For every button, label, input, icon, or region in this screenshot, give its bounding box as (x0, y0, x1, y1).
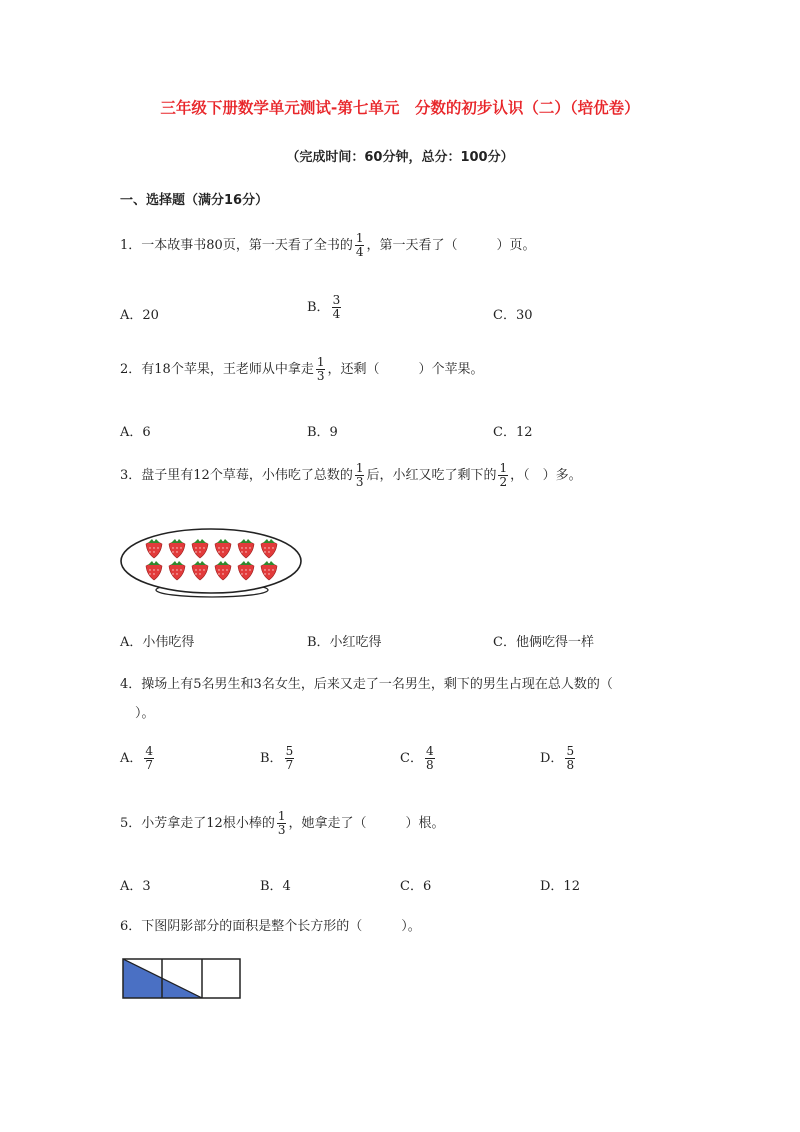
option-3c[interactable]: C．他俩吃得一样 (493, 635, 594, 650)
question-4-line-1: 4．操场上有5名男生和3名女生，后来又走了一名男生，剩下的男生占现在总人数的（ (120, 677, 613, 692)
question-2 (120, 356, 483, 383)
question-6: 6．下图阴影部分的面积是整个长方形的（ ）。 (120, 919, 421, 934)
question-2-text-end: ，还剩（ ）个苹果。 (327, 362, 484, 377)
question-3-fraction: $\frac{1}{3}$ (355, 461, 364, 489)
shaded-rectangle-figure (122, 958, 242, 1000)
section-heading: 一、选择题（满分16分） (120, 193, 269, 208)
question-2-text: 2．有18个苹果，王老师从中拿走 (120, 362, 314, 377)
question-3-fraction-2: $\frac{1}{2}$ (499, 461, 508, 489)
question-5-text: 5．小芳拿走了12根小棒的 (120, 816, 275, 831)
question-3-text-end: ，（ ）多。 (510, 468, 582, 483)
option-4c[interactable]: C． $\frac{4}{8}$ (400, 744, 434, 772)
question-1 (120, 232, 535, 259)
page-title: 三年级下册数学单元测试-第七单元 分数的初步认识（二）（培优卷） (160, 99, 640, 117)
question-2-fraction: $\frac{1}{3}$ (316, 355, 325, 383)
question-5-fraction: $\frac{1}{3}$ (277, 809, 286, 837)
page-subtitle: （完成时间：60分钟，总分：100分） (286, 150, 514, 165)
option-4a[interactable]: A． $\frac{4}{7}$ (120, 744, 154, 772)
plate-illustration (118, 524, 308, 604)
option-3a[interactable]: A．小伟吃得 (120, 635, 195, 650)
option-3b[interactable]: B．小红吃得 (307, 635, 382, 650)
option-5a[interactable]: A．3 (120, 879, 151, 894)
question-1-text: 1．一本故事书80页，第一天看了全书的 (120, 238, 353, 253)
question-4-line-2: ）。 (135, 706, 155, 721)
option-1c[interactable]: C．30 (493, 308, 533, 323)
question-5-text-end: ，她拿走了（ ）根。 (288, 816, 445, 831)
question-1-text-end: ，第一天看了（ ）页。 (366, 238, 536, 253)
option-2a[interactable]: A．6 (120, 425, 151, 440)
question-1-fraction: $\frac{1}{4}$ (355, 231, 364, 259)
question-3 (120, 462, 582, 489)
option-5d[interactable]: D．12 (540, 879, 580, 894)
question-3-text-middle: 后，小红又吃了剩下的 (366, 468, 497, 483)
option-1a[interactable]: A．20 (120, 308, 159, 323)
question-3-text: 3．盘子里有12个草莓，小伟吃了总数的 (120, 468, 353, 483)
option-2c[interactable]: C．12 (493, 425, 533, 440)
option-5c[interactable]: C．6 (400, 879, 432, 894)
option-4b[interactable]: B． $\frac{5}{7}$ (260, 744, 294, 772)
question-5 (120, 810, 444, 837)
option-1b[interactable]: B． $\frac{3}{4}$ (307, 293, 341, 321)
option-5b[interactable]: B．4 (260, 879, 291, 894)
option-4d[interactable]: D． $\frac{5}{8}$ (540, 744, 575, 772)
option-2b[interactable]: B．9 (307, 425, 338, 440)
